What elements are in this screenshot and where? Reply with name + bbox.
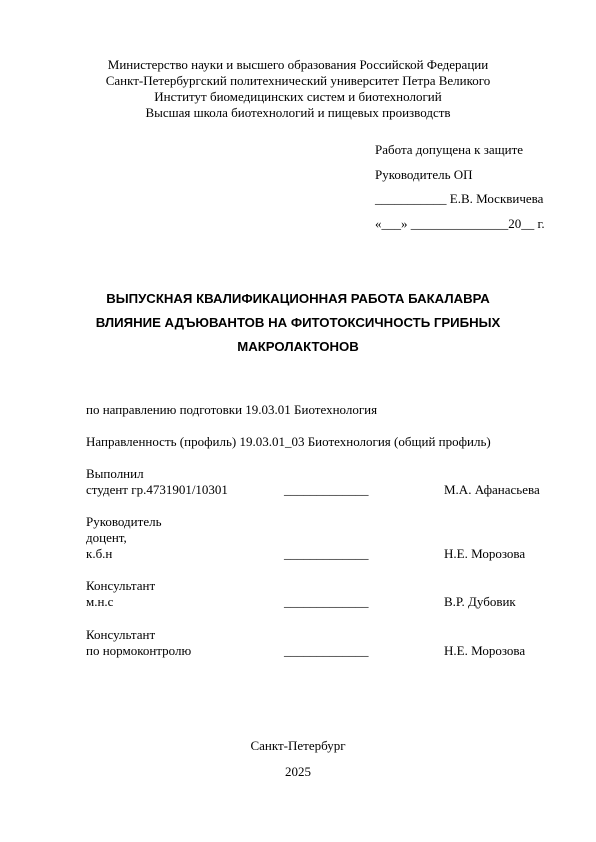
approval-block (375, 138, 545, 236)
consultant-name: В.Р. Дубовик (444, 594, 516, 609)
student-name: М.А. Афанасьева (444, 482, 540, 497)
normcontrol-signature-line: _____________ (284, 643, 369, 658)
consultant-position-label: м.н.с (86, 594, 114, 609)
approval-admitted: Работа допущена к защите (375, 142, 524, 157)
university-line: Санкт-Петербургский политехнический университет Петра Великого (105, 73, 491, 88)
student-group-label: студент гр.4731901/10301 (86, 482, 228, 497)
supervisor-degree-label: к.б.н (86, 546, 113, 561)
normcontrol-signature-block (86, 627, 566, 659)
supervisor-signature-block (86, 514, 566, 562)
study-profile: Направленность (профиль) 19.03.01_03 Биотехнология (общий профиль) (86, 434, 491, 449)
supervisor-name: Н.Е. Морозова (444, 546, 526, 561)
footer-year: 2025 (285, 764, 311, 779)
thesis-topic-line2: МАКРОЛАКТОНОВ (237, 339, 359, 354)
normcontrol-name: Н.Е. Морозова (444, 643, 526, 658)
normcontrol-position-label: по нормоконтролю (86, 643, 192, 658)
student-role-label: Выполнил (86, 466, 144, 481)
consultant-signature-line: _____________ (284, 594, 369, 609)
thesis-type: ВЫПУСКНАЯ КВАЛИФИКАЦИОННАЯ РАБОТА БАКАЛАВРА (106, 291, 490, 306)
normcontrol-role-label: Консультант (86, 627, 156, 642)
institute-line: Институт биомедицинских систем и биотехнологий (154, 89, 442, 104)
thesis-title (0, 287, 596, 359)
school-line: Высшая школа биотехнологий и пищевых производств (145, 105, 451, 120)
ministry-line: Министерство науки и высшего образования Российской Федерации (107, 57, 489, 72)
approval-date: «___» _______________20__ г. (375, 215, 545, 231)
thesis-topic-line1: ВЛИЯНИЕ АДЪЮВАНТОВ НА ФИТОТОКСИЧНОСТЬ ГРИБНЫХ (95, 315, 501, 330)
institution-header (0, 57, 596, 121)
supervisor-signature-line: _____________ (284, 546, 369, 561)
page-footer (0, 733, 596, 785)
approval-head-signature: ___________ Е.В. Москвичева (375, 191, 544, 206)
student-signature-line: _____________ (284, 482, 369, 497)
student-signature-block (86, 466, 566, 498)
footer-city: Санкт-Петербург (250, 738, 346, 753)
study-direction: по направлению подготовки 19.03.01 Биотехнология (86, 402, 378, 417)
consultant-role-label: Консультант (86, 578, 156, 593)
consultant-signature-block (86, 578, 566, 610)
supervisor-role-label: Руководитель (86, 514, 162, 529)
supervisor-position-label: доцент, (86, 530, 127, 545)
approval-head-title: Руководитель ОП (375, 166, 473, 182)
